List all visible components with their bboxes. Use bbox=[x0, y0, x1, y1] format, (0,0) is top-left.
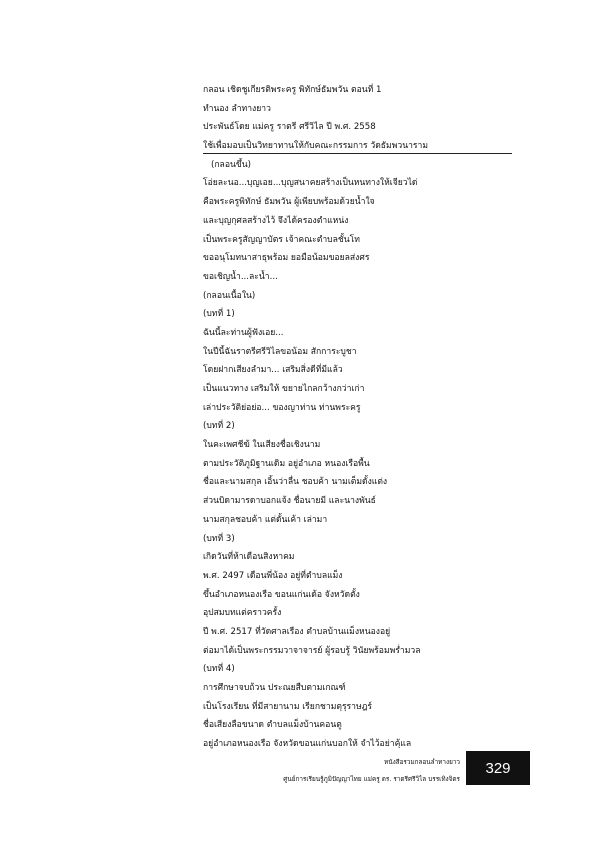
poem-line: อุปสมบทแต่คราวครั้ง bbox=[203, 608, 282, 619]
poem-melody: ทำนอง ลำทางยาว bbox=[203, 103, 271, 114]
poem-line: ปี พ.ศ. 2517 ที่วัดศาลเรือง ตำบลบ้านแม็งหนองอยู่ bbox=[203, 626, 391, 637]
poem-line: เป็นโรงเรียน ที่มีสายานาม เรียกชามตุรุราษฎร์ bbox=[203, 701, 373, 712]
poem-line: และบุญกุศลสร้างไว้ จึงได้ครองตำแหน่ง bbox=[203, 215, 349, 226]
poem-text bbox=[203, 81, 503, 754]
poem-line: เล่าประวัติย่อย่อ... ของญาท่าน ท่านพระครู bbox=[203, 402, 361, 413]
poem-line: โอ่ยละนอ...บุญเอย...บุญสนาคยสร้างเป็นหนทางให้เจียวได่ bbox=[203, 178, 418, 189]
poem-line: (บทที่ 1) bbox=[203, 309, 235, 320]
poem-line: (กลอนเนื้อใน) bbox=[203, 290, 256, 301]
poem-line: การศึกษาจบถ้วน ประณยสืบตามเกณฑ์ bbox=[203, 683, 346, 693]
poem-line: ชื่อและนามสกุล เอิ้นว่าลื่น ชอบค้า นามเต็มดั้งแต่ง bbox=[203, 477, 388, 488]
poem-author: ประพันธ์โดย แม่ครู ราตรี ศรีวิไล ปี พ.ศ. 2558 bbox=[203, 122, 376, 133]
poem-line: โดยฝากเสียงลำมา... เสริมสิ่งดีที่มีแล้ว bbox=[203, 365, 343, 376]
poem-line: ขอเชิญน้ำ...ละน้ำ... bbox=[203, 271, 278, 282]
poem-line: ในคะเพศชีฆ้ ในเสียงชื่อเชิงนาม bbox=[203, 440, 321, 451]
footer-publisher: ศูนย์การเรียนรู้ภูมิปัญญาไทย แม่ครู ดร. ราตรีศรีวิไล บรรเทิงจิตร bbox=[283, 775, 460, 783]
poem-line: (บทที่ 2) bbox=[203, 421, 235, 432]
poem-line: ชื่อเสียงลือขนาด ตำบลแม็งบ้านคอนตู bbox=[203, 720, 342, 731]
footer-book-title: หนังสือรวมกลอนลำทางยาว bbox=[383, 758, 460, 766]
poem-line: (บทที่ 3) bbox=[203, 533, 235, 544]
poem-line: ในปีนี้ฉันราตรีศรีวิไลขอน้อม สักการะบูชา bbox=[203, 346, 357, 357]
page-number: 329 bbox=[466, 751, 530, 785]
poem-line: เป็นแนวทาง เสริมให้ ขยายไกลกว้างกว่าเก่า bbox=[203, 384, 365, 394]
poem-line: ต่อมาได้เป็นพระกรรมวาจาจารย์ ผู้รอบรู้ วินัยพร้อมพร่ำมวล bbox=[203, 645, 421, 656]
poem-line: อยู่อำเภอหนองเรือ จังหวัดขอนแก่นบอกให้ จำไว้อย่าคุ้แล bbox=[203, 739, 412, 750]
poem-dedication: ใช้เพื่อมอบเป็นวิทยาทานให้กับคณะกรรมการ วัดธัมพวนาราม bbox=[203, 141, 429, 152]
poem-line: ส่วนบิดามารดาบอกแจ้ง ชื่อนายมี และนางพันธ์ bbox=[203, 496, 376, 507]
poem-line: ขออนุโมทนาสาธุพร้อม ยอมือน้อมขอยลส่งศร bbox=[203, 253, 370, 264]
poem-line: พ.ศ. 2497 เดือนพี่น้อง อยู่ที่ตำบลแม็ง bbox=[203, 570, 343, 581]
poem-line: ขึ้นอำเภอหนองเรือ ขอนแก่นเด้อ จังหวัดตั้ง bbox=[203, 589, 360, 600]
poem-line: (บทที่ 4) bbox=[203, 664, 235, 675]
poem-line: ฉันนี้ละท่านผู้ฟังเอย... bbox=[203, 327, 284, 338]
poem-line: เกิดวันที่ห้าเดือนสิงหาคม bbox=[203, 552, 295, 563]
poem-line: นามสกุลชอบค้า แต่ดั้นเค้า เล่ามา bbox=[203, 514, 328, 525]
poem-title: กลอน เชิดชูเกียรติพระครู พิทักษ์ธัมพวัน ตอนที่ 1 bbox=[203, 85, 382, 95]
poem-line: (กลอนขึ้น) bbox=[211, 159, 251, 170]
poem-line: เป็นพระครูสัญญาบัตร เจ้าคณะตำบลชั้นโท bbox=[203, 234, 360, 245]
poem-line: คือพระครูพิทักษ์ ธัมพวัน ผู้เพียบพร้อมด้วยน้ำใจ bbox=[203, 197, 375, 208]
page-footer bbox=[283, 754, 460, 788]
poem-body bbox=[203, 156, 503, 754]
poem-line: ตามประวัติภูมิฐานเดิม อยู่อำเภอ หนองเรือพื้น bbox=[203, 458, 370, 469]
header-divider bbox=[203, 153, 512, 154]
